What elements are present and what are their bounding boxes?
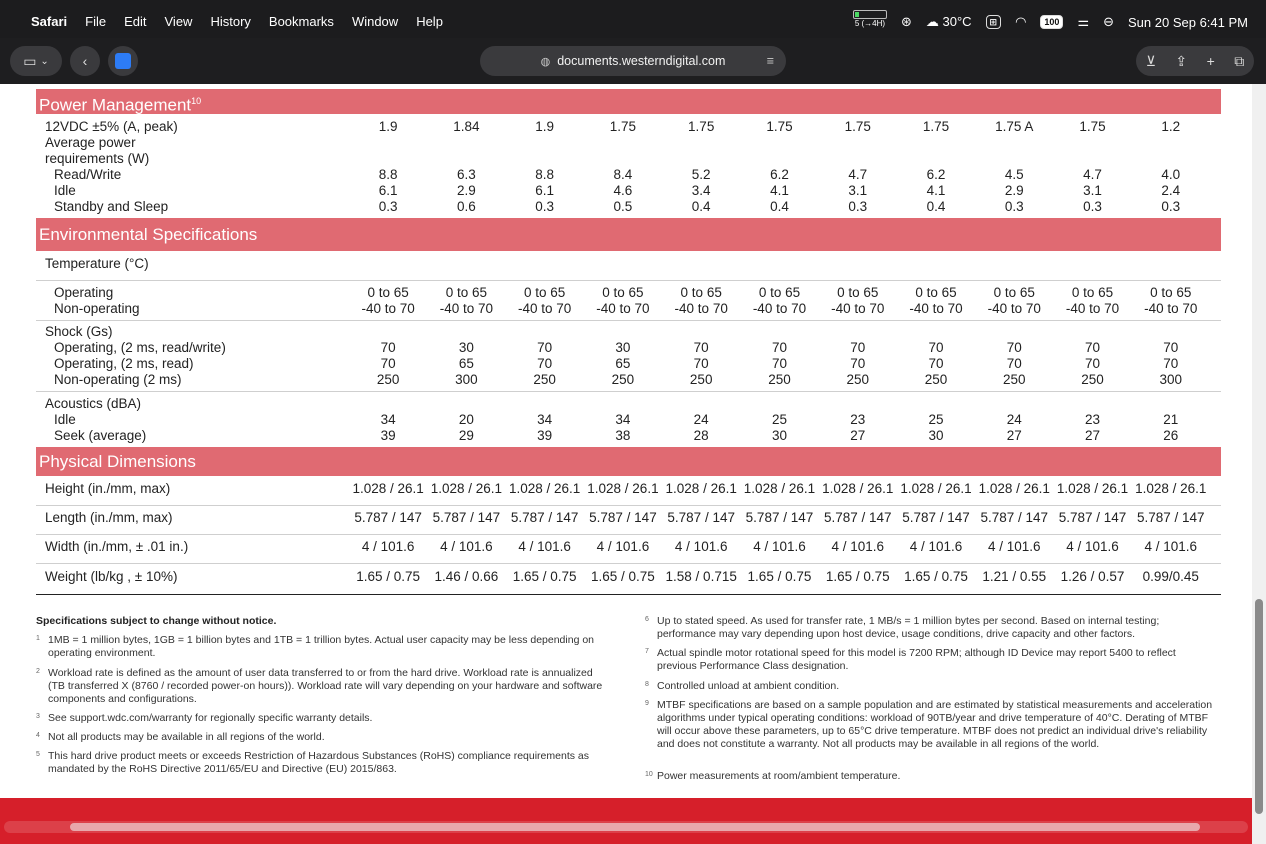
table-cell: 39 bbox=[537, 428, 553, 443]
sidebar-icon: ▭ bbox=[23, 52, 37, 69]
battery-bar-icon bbox=[853, 10, 887, 19]
table-cell: 6.1 bbox=[535, 183, 555, 198]
table-cell: 8.8 bbox=[535, 167, 555, 182]
table-cell: 0.5 bbox=[613, 199, 633, 214]
table-cell: 70 bbox=[693, 340, 709, 355]
table-cell: 250 bbox=[1002, 372, 1026, 387]
table-cell: 0 to 65 bbox=[993, 285, 1035, 300]
table-cell: 70 bbox=[928, 356, 944, 371]
table-cell: 1.75 bbox=[609, 119, 637, 134]
table-cell: 250 bbox=[611, 372, 635, 387]
table-cell: 20 bbox=[458, 412, 474, 427]
table-cell: 0 to 65 bbox=[758, 285, 801, 300]
footnote-text: Controlled unload at ambient condition. bbox=[657, 680, 840, 692]
table-cell: 5.787 / 147 bbox=[745, 510, 814, 525]
xda-watermark: XDA bbox=[1085, 746, 1143, 776]
table-cell: 250 bbox=[689, 372, 713, 387]
toolbar-actions bbox=[1136, 46, 1254, 76]
table-cell: 5.2 bbox=[691, 167, 711, 182]
table-cell: 1.65 / 0.75 bbox=[825, 569, 890, 584]
battery-icon[interactable]: 100 bbox=[1040, 15, 1063, 29]
back-button[interactable] bbox=[70, 46, 100, 76]
scroll-thumb[interactable] bbox=[1255, 599, 1263, 814]
table-cell: 34 bbox=[615, 412, 631, 427]
divider bbox=[36, 534, 1221, 535]
focus-icon[interactable]: ⊖ bbox=[1103, 14, 1115, 29]
footnote-text: MTBF specifications are based on a sample population and are estimated by statistical measurements and acceleration algorithms under typical operating conditions: workload of 90TB/year and drive temperature of 40°C. Derating of MTBF will occur above these parameters, up to 65°C drive temperature. MTBF does not predict an individual drive's reliability and does not constitute a warranty. Not all products may be available in all regions of the world. bbox=[657, 699, 1213, 750]
table-cell: 2.4 bbox=[1161, 183, 1181, 198]
table-cell: -40 to 70 bbox=[1065, 301, 1120, 316]
row-label: Operating, (2 ms, read/write) bbox=[54, 340, 226, 355]
table-cell: 1.84 bbox=[453, 119, 480, 134]
row-label: Shock (Gs) bbox=[45, 324, 113, 339]
section-physical bbox=[36, 447, 1221, 476]
battery-label: 5 (→4H) bbox=[854, 19, 886, 28]
table-cell: 25 bbox=[771, 412, 787, 427]
table-cell: 1.65 / 0.75 bbox=[747, 569, 812, 584]
table-cell: 5.787 / 147 bbox=[1137, 510, 1205, 525]
row-label: Temperature (°C) bbox=[45, 256, 149, 271]
table-cell: 2.9 bbox=[457, 183, 476, 198]
table-cell: 1.75 bbox=[1079, 119, 1106, 134]
table-cell: 0 to 65 bbox=[524, 285, 566, 300]
table-cell: 30 bbox=[615, 340, 631, 355]
temperature: 30°C bbox=[942, 14, 972, 29]
table-cell: 39 bbox=[380, 428, 396, 443]
table-cell: 65 bbox=[615, 356, 631, 371]
table-cell: 4.1 bbox=[770, 183, 789, 198]
table-cell: 0.3 bbox=[1004, 199, 1024, 214]
table-cell: 0.3 bbox=[378, 199, 398, 214]
table-cell: 30 bbox=[771, 428, 787, 443]
table-cell: 1.028 / 26.1 bbox=[587, 481, 659, 496]
row-label: Idle bbox=[54, 183, 76, 198]
table-cell: 300 bbox=[1159, 372, 1183, 387]
table-cell: -40 to 70 bbox=[831, 301, 885, 316]
table-cell: -40 to 70 bbox=[361, 301, 415, 316]
table-cell: 5.787 / 147 bbox=[980, 510, 1049, 525]
table-cell: 250 bbox=[924, 372, 948, 387]
table-cell: 1.75 bbox=[922, 119, 950, 134]
table-cell: 4 / 101.6 bbox=[831, 539, 884, 554]
row-label: 12VDC ±5% (A, peak) bbox=[45, 119, 178, 134]
table-cell: 1.028 / 26.1 bbox=[822, 481, 894, 496]
table-cell: 4 / 101.6 bbox=[596, 539, 650, 554]
table-cell: 4.7 bbox=[848, 167, 868, 182]
table-cell: 1.028 / 26.1 bbox=[352, 481, 424, 496]
wifi-icon[interactable]: ◠ bbox=[1015, 14, 1027, 29]
table-cell: 0.3 bbox=[535, 199, 555, 214]
menu-window[interactable]: Window bbox=[351, 14, 399, 29]
table-cell: 70 bbox=[1006, 356, 1022, 371]
table-cell: 0 to 65 bbox=[1071, 285, 1114, 300]
table-cell: 1.46 / 0.66 bbox=[434, 569, 499, 584]
divider bbox=[36, 391, 1221, 392]
row-label: Average power bbox=[45, 135, 136, 150]
footnote-text: Workload rate is defined as the amount of user data transferred to or from the hard drive. Workload rate is annualized (TB transferred X (8760 / recorded power-on hours)). Workload rate will vary depending on your hardware and software components and configurations. bbox=[48, 667, 603, 705]
footnote-2: 2 Workload rate is defined as the amount of user data transferred to or from the hard drive. Workload rate is annualized (TB transferred X (8760 / recorded power-on hours)). Workload rate will vary depending on your hardware and software components and configurations. bbox=[36, 667, 603, 705]
table-cell: 24 bbox=[693, 412, 709, 427]
table-cell: 0 to 65 bbox=[915, 285, 957, 300]
table-cell: 5.787 / 147 bbox=[667, 510, 735, 525]
table-cell: 4 / 101.6 bbox=[753, 539, 806, 554]
table-cell: 70 bbox=[771, 356, 787, 371]
footnote-6: 6 Up to stated speed. As used for transfer rate, 1 MB/s = 1 million bytes per second. Based on internal testing; performance may vary depending upon host device, usage conditions, drive capacity and other factors. bbox=[645, 615, 1160, 640]
table-cell: 5.787 / 147 bbox=[432, 510, 501, 525]
row-label: Height (in./mm, max) bbox=[45, 481, 171, 496]
extension-button[interactable] bbox=[108, 46, 138, 76]
share-icon[interactable]: ⇪ bbox=[1175, 52, 1188, 69]
menu-history[interactable]: History bbox=[210, 14, 251, 29]
control-center-icon[interactable]: ⚌ bbox=[1077, 14, 1090, 29]
table-cell: 70 bbox=[850, 356, 866, 371]
page-content bbox=[0, 84, 1252, 844]
table-cell: 28 bbox=[693, 428, 709, 443]
row-label: Standby and Sleep bbox=[54, 199, 169, 214]
table-cell: 6.2 bbox=[926, 167, 946, 182]
divider bbox=[36, 320, 1221, 321]
table-cell: 6.3 bbox=[457, 167, 476, 182]
tab-overview-icon[interactable]: ⧉ bbox=[1234, 52, 1245, 69]
table-cell: 4 / 101.6 bbox=[361, 539, 415, 554]
menu-help[interactable]: Help bbox=[416, 14, 443, 29]
table-cell: 250 bbox=[376, 372, 400, 387]
menu-file[interactable]: File bbox=[85, 14, 107, 29]
scroll-thumb[interactable] bbox=[70, 823, 1200, 831]
table-cell: 0.3 bbox=[1161, 199, 1181, 214]
table-cell: 0.4 bbox=[691, 199, 711, 214]
table-cell: 0 to 65 bbox=[367, 285, 409, 300]
table-cell: 1.028 / 26.1 bbox=[1056, 481, 1129, 496]
table-cell: 70 bbox=[928, 340, 944, 355]
section-environmental bbox=[36, 218, 1221, 251]
table-cell: 70 bbox=[1006, 340, 1022, 355]
table-cell: 4.0 bbox=[1161, 167, 1181, 182]
table-cell: 1.2 bbox=[1161, 119, 1181, 134]
table-cell: 6.1 bbox=[378, 183, 398, 198]
footnote-4: 4 Not all products may be available in all regions of the world. bbox=[36, 731, 325, 743]
row-label: Weight (lb/kg , ± 10%) bbox=[45, 569, 178, 584]
table-cell: 1.58 / 0.715 bbox=[665, 569, 737, 584]
table-cell: 0.4 bbox=[770, 199, 789, 214]
table-cell: 25 bbox=[928, 412, 944, 427]
table-cell: 30 bbox=[458, 340, 474, 355]
battery-indicator[interactable] bbox=[853, 10, 887, 28]
table-cell: 0 to 65 bbox=[680, 285, 722, 300]
table-cell: 4 / 101.6 bbox=[909, 539, 963, 554]
footnote-1: 1 1MB = 1 million bytes, 1GB = 1 billion bytes and 1TB = 1 trillion bytes. Actual user capacity may be less depending on operating environment. bbox=[36, 634, 595, 659]
table-cell: 70 bbox=[380, 356, 396, 371]
table-cell: 4.6 bbox=[613, 183, 633, 198]
section-title: Environmental Specifications bbox=[39, 225, 258, 244]
chevron-left-icon: ‹ bbox=[82, 53, 88, 69]
footnote-text: Up to stated speed. As used for transfer rate, 1 MB/s = 1 million bytes per second. Based on internal testing; performance may vary depending upon host device, usage conditions, drive capacity and other factors. bbox=[657, 615, 1160, 640]
menu-edit[interactable]: Edit bbox=[124, 14, 147, 29]
row-label: Read/Write bbox=[54, 167, 122, 182]
footnotes-title: Specifications subject to change without notice. bbox=[36, 615, 277, 627]
table-cell: 300 bbox=[455, 372, 478, 387]
section-power-management bbox=[36, 89, 1221, 114]
row-label: Non-operating bbox=[54, 301, 140, 316]
row-label: Operating, (2 ms, read) bbox=[54, 356, 194, 371]
table-cell: 4 / 101.6 bbox=[1066, 539, 1119, 554]
table-cell: 70 bbox=[1085, 340, 1101, 355]
table-cell: 38 bbox=[615, 428, 631, 443]
reader-icon[interactable]: ≡ bbox=[766, 54, 774, 68]
table-cell: -40 to 70 bbox=[596, 301, 650, 316]
table-cell: 4.1 bbox=[926, 183, 946, 198]
row-label: Seek (average) bbox=[54, 428, 147, 443]
table-cell: -40 to 70 bbox=[674, 301, 728, 316]
table-cell: 65 bbox=[458, 356, 474, 371]
new-tab-icon[interactable]: + bbox=[1206, 53, 1215, 69]
table-cell: 0.99/0.45 bbox=[1142, 569, 1199, 584]
row-label: Idle bbox=[54, 412, 76, 427]
browser-toolbar bbox=[0, 38, 1266, 84]
table-cell: 0 to 65 bbox=[445, 285, 488, 300]
table-cell: 6.2 bbox=[770, 167, 789, 182]
table-cell: 1.9 bbox=[378, 119, 398, 134]
table-cell: 70 bbox=[537, 356, 553, 371]
clock[interactable]: Sun 20 Sep 6:41 PM bbox=[1128, 14, 1248, 30]
table-cell: 30 bbox=[928, 428, 944, 443]
table-cell: 0.3 bbox=[848, 199, 868, 214]
table-cell: 250 bbox=[768, 372, 791, 387]
table-cell: 1.75 bbox=[688, 119, 715, 134]
table-cell: 27 bbox=[1085, 428, 1101, 443]
table-cell: 1.028 / 26.1 bbox=[665, 481, 737, 496]
download-icon[interactable]: ⊻ bbox=[1145, 52, 1156, 69]
table-cell: 1.65 / 0.75 bbox=[904, 569, 968, 584]
footnote-text: See support.wdc.com/warranty for regionally specific warranty details. bbox=[48, 712, 373, 724]
table-cell: -40 to 70 bbox=[1144, 301, 1198, 316]
table-cell: 1.75 bbox=[844, 119, 871, 134]
menu-view[interactable]: View bbox=[164, 14, 193, 29]
table-cell: 4 / 101.6 bbox=[987, 539, 1041, 554]
row-label: Length (in./mm, max) bbox=[45, 510, 173, 525]
table-cell: 70 bbox=[693, 356, 709, 371]
table-cell: 5.787 / 147 bbox=[1058, 510, 1127, 525]
table-cell: -40 to 70 bbox=[752, 301, 807, 316]
divider bbox=[36, 505, 1221, 506]
table-cell: 21 bbox=[1163, 412, 1179, 427]
table-cell: 4.5 bbox=[1004, 167, 1024, 182]
row-label: Width (in./mm, ± .01 in.) bbox=[45, 539, 189, 554]
table-cell: 0 to 65 bbox=[1150, 285, 1192, 300]
table-cell: 70 bbox=[380, 340, 396, 355]
row-label: Non-operating (2 ms) bbox=[54, 372, 182, 387]
vertical-scrollbar[interactable] bbox=[1252, 84, 1266, 844]
divider bbox=[36, 563, 1221, 564]
app-menu[interactable]: Safari bbox=[31, 14, 68, 29]
table-cell: 1.028 / 26.1 bbox=[978, 481, 1050, 496]
horizontal-scrollbar[interactable] bbox=[4, 821, 1248, 833]
table-cell: 5.787 / 147 bbox=[589, 510, 657, 525]
table-cell: 3.1 bbox=[848, 183, 868, 198]
table-cell: 1.75 A bbox=[995, 119, 1034, 134]
table-cell: 250 bbox=[846, 372, 869, 387]
table-cell: 3.1 bbox=[1083, 183, 1102, 198]
table-cell: 70 bbox=[1085, 356, 1101, 371]
weather-widget[interactable] bbox=[926, 14, 972, 30]
globe-icon: ◍ bbox=[540, 55, 551, 68]
footnote-5: 5 This hard drive product meets or exceeds Restriction of Hazardous Substances (RoHS) compliance requirements as mandated by the RoHS Directive 2011/65/EU and Directive (EU) 2015/863. bbox=[36, 750, 589, 775]
footnote-ref: 10 bbox=[191, 96, 202, 106]
table-cell: 27 bbox=[850, 428, 866, 443]
table-cell: 23 bbox=[850, 412, 866, 427]
table-cell: 250 bbox=[533, 372, 556, 387]
table-cell: 70 bbox=[1163, 356, 1179, 371]
keyboard-icon[interactable]: ⊞ bbox=[986, 15, 1002, 29]
footnote-9: 9 MTBF specifications are based on a sample population and are estimated by statistical measurements and acceleration algorithms under typical operating conditions: workload of 90TB/year and drive temperature of 40°C. Derating of MTBF will occur above these parameters, up to 65°C drive temperature. MTBF does not predict an individual drive's reliability and does not constitute a warranty. Not all products may be available in all regions of the world. bbox=[645, 699, 1213, 750]
row-label: requirements (W) bbox=[45, 151, 150, 166]
footnote-text: Power measurements at room/ambient temperature. bbox=[657, 770, 901, 782]
table-cell: 24 bbox=[1006, 412, 1022, 427]
menu-bookmarks[interactable]: Bookmarks bbox=[268, 14, 334, 29]
table-cell: 1.65 / 0.75 bbox=[591, 569, 655, 584]
table-cell: -40 to 70 bbox=[987, 301, 1041, 316]
table-cell: 1.75 bbox=[766, 119, 793, 134]
table-cell: 1.028 / 26.1 bbox=[1135, 481, 1207, 496]
section-title: Power Management bbox=[39, 95, 192, 115]
footnote-text: Not all products may be available in all regions of the world. bbox=[48, 731, 325, 743]
table-cell: 1.028 / 26.1 bbox=[900, 481, 972, 496]
footnote-text: Actual spindle motor rotational speed for this model is 7200 RPM; although ID Device may report 5400 to reflect previous Performance Class designation. bbox=[657, 647, 1176, 672]
row-label: Operating bbox=[54, 285, 114, 300]
table-cell: 29 bbox=[458, 428, 474, 443]
table-cell: 0.3 bbox=[1083, 199, 1102, 214]
table-cell: 1.9 bbox=[535, 119, 555, 134]
table-cell: -40 to 70 bbox=[518, 301, 572, 316]
table-cell: 70 bbox=[537, 340, 553, 355]
table-cell: 0.4 bbox=[926, 199, 946, 214]
table-cell: 1.65 / 0.75 bbox=[512, 569, 577, 584]
footnote-3: 3 See support.wdc.com/warranty for regionally specific warranty details. bbox=[36, 712, 373, 724]
footnote-8: 8 Controlled unload at ambient condition. bbox=[645, 680, 840, 692]
table-cell: 5.787 / 147 bbox=[902, 510, 970, 525]
footnote-7: 7 Actual spindle motor rotational speed for this model is 7200 RPM; although ID Device may report 5400 to reflect previous Performance Class designation. bbox=[645, 647, 1176, 672]
table-cell: 1.028 / 26.1 bbox=[743, 481, 816, 496]
footnote-10: 10 Power measurements at room/ambient temperature. bbox=[645, 770, 901, 782]
footnote-text: 1MB = 1 million bytes, 1GB = 1 billion bytes and 1TB = 1 trillion bytes. Actual user capacity may be less depending on operating environment. bbox=[48, 634, 595, 659]
table-cell: 5.787 / 147 bbox=[823, 510, 892, 525]
table-cell: -40 to 70 bbox=[439, 301, 494, 316]
table-cell: 70 bbox=[1163, 340, 1179, 355]
table-cell: 34 bbox=[380, 412, 396, 427]
table-cell: 5.787 / 147 bbox=[510, 510, 579, 525]
table-cell: 1.028 / 26.1 bbox=[430, 481, 503, 496]
table-cell: 4 / 101.6 bbox=[1144, 539, 1198, 554]
table-cell: 4 / 101.6 bbox=[440, 539, 493, 554]
table-cell: 34 bbox=[537, 412, 553, 427]
table-cell: 70 bbox=[850, 340, 866, 355]
table-cell: 27 bbox=[1006, 428, 1022, 443]
table-cell: 4.7 bbox=[1083, 167, 1102, 182]
chevron-down-icon: ⌄ bbox=[40, 55, 49, 67]
table-cell: 1.26 / 0.57 bbox=[1060, 569, 1125, 584]
table-cell: 70 bbox=[771, 340, 787, 355]
sidebar-toggle-button[interactable] bbox=[10, 46, 62, 76]
table-cell: 1.21 / 0.55 bbox=[982, 569, 1047, 584]
table-cell: -40 to 70 bbox=[909, 301, 963, 316]
table-cell: 2.9 bbox=[1004, 183, 1024, 198]
creative-cloud-icon[interactable]: ⊛ bbox=[900, 14, 912, 29]
cloud-icon: ☁ bbox=[925, 14, 939, 29]
table-cell: 4 / 101.6 bbox=[518, 539, 571, 554]
table-cell: 8.4 bbox=[613, 167, 633, 182]
table-cell: 26 bbox=[1163, 428, 1179, 443]
table-cell: 0 to 65 bbox=[837, 285, 879, 300]
table-cell: 1.028 / 26.1 bbox=[509, 481, 581, 496]
url-text: documents.westerndigital.com bbox=[557, 54, 726, 68]
table-cell: 3.4 bbox=[691, 183, 711, 198]
table-cell: 23 bbox=[1085, 412, 1101, 427]
row-label: Acoustics (dBA) bbox=[45, 396, 142, 411]
table-cell: 5.787 / 147 bbox=[354, 510, 422, 525]
extension-icon bbox=[115, 53, 131, 69]
table-cell: 250 bbox=[1081, 372, 1104, 387]
table-cell: 8.8 bbox=[378, 167, 398, 182]
address-bar[interactable] bbox=[480, 46, 786, 76]
section-title: Physical Dimensions bbox=[39, 452, 196, 471]
table-cell: 4 / 101.6 bbox=[674, 539, 728, 554]
divider bbox=[36, 280, 1221, 281]
table-cell: 1.65 / 0.75 bbox=[356, 569, 421, 584]
table-cell: 0.6 bbox=[457, 199, 476, 214]
divider bbox=[36, 594, 1221, 595]
footnote-text: This hard drive product meets or exceeds Restriction of Hazardous Substances (RoHS) compliance requirements as mandated by the RoHS Directive 2011/65/EU and Directive (EU) 2015/863. bbox=[48, 750, 589, 775]
table-cell: 0 to 65 bbox=[602, 285, 644, 300]
